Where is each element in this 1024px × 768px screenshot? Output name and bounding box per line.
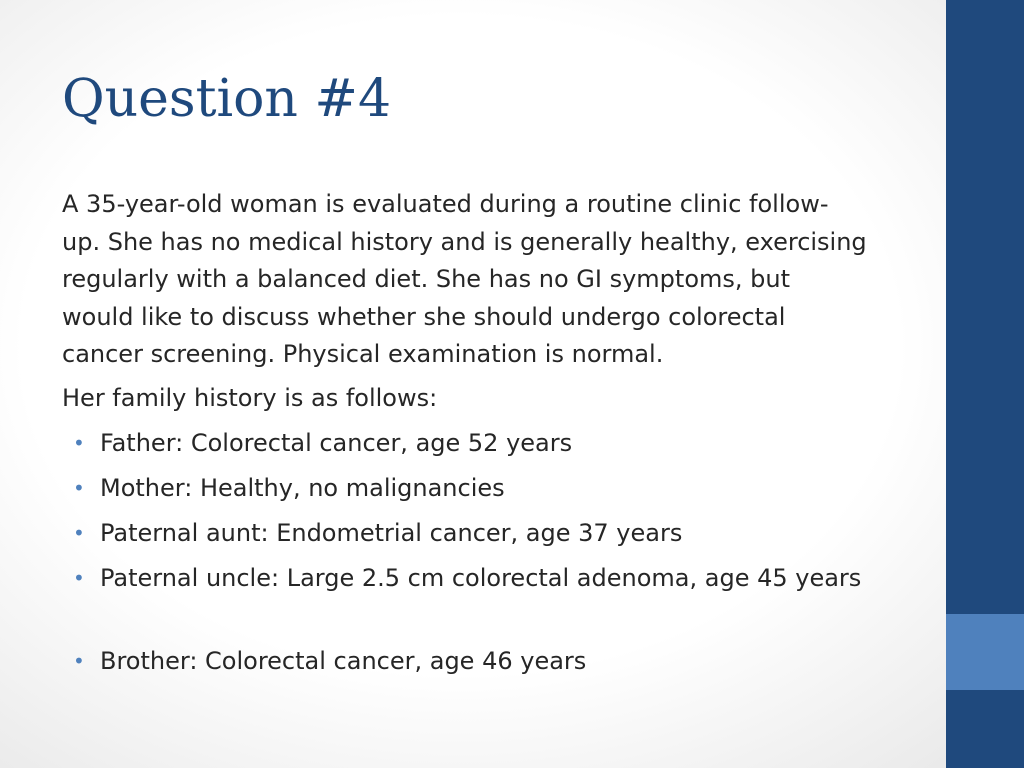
family-member-paternal-aunt: Paternal aunt: Endometrial cancer, age 37 years xyxy=(100,519,683,547)
family-history-heading: Her family history is as follows: xyxy=(62,383,438,412)
intro-line: cancer screening. Physical examination is normal. xyxy=(62,340,664,368)
bullet-icon: • xyxy=(73,566,85,590)
intro-line: regularly with a balanced diet. She has no GI symptoms, but xyxy=(62,265,790,293)
family-member-paternal-uncle: Paternal uncle: Large 2.5 cm colorectal adenoma, age 45 years xyxy=(100,564,862,592)
list-item xyxy=(62,421,902,466)
slide-body xyxy=(62,186,902,684)
list-item xyxy=(62,556,902,601)
family-member-brother: Brother: Colorectal cancer, age 46 years xyxy=(100,647,587,675)
sidebar-accent-block xyxy=(946,614,1024,690)
family-history-list xyxy=(62,421,902,684)
bullet-icon: • xyxy=(73,649,85,673)
bullet-icon: • xyxy=(73,476,85,500)
family-member-mother: Mother: Healthy, no malignancies xyxy=(100,474,505,502)
intro-line: would like to discuss whether she should undergo colorectal xyxy=(62,302,786,331)
bullet-icon: • xyxy=(73,521,85,545)
intro-line: A 35-year-old woman is evaluated during a routine clinic follow- xyxy=(62,190,829,218)
intro-paragraph xyxy=(62,186,902,374)
slide-title: Question #4 xyxy=(62,69,392,129)
intro-line: up. She has no medical history and is generally healthy, exercising xyxy=(62,227,867,256)
bullet-icon: • xyxy=(73,431,85,455)
family-member-father: Father: Colorectal cancer, age 52 years xyxy=(100,429,573,457)
list-item xyxy=(62,639,902,684)
list-item xyxy=(62,466,902,511)
list-item xyxy=(62,511,902,556)
list-spacer xyxy=(62,601,902,639)
